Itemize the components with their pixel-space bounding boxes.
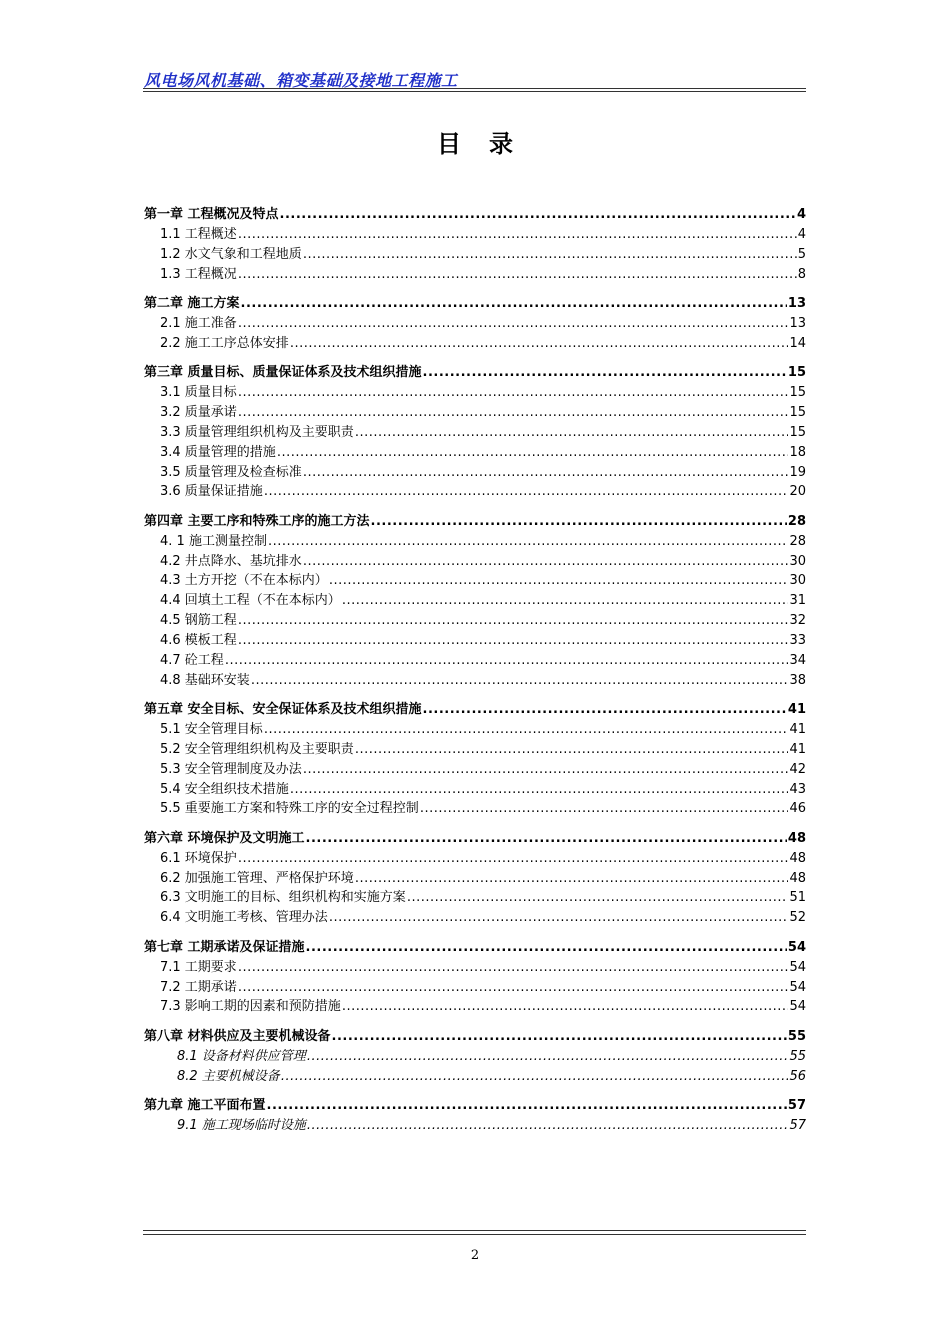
toc-entry-label: 8.2 主要机械设备 xyxy=(177,1068,280,1084)
toc-section-entry[interactable] xyxy=(144,997,806,1017)
toc-chapter-entry[interactable] xyxy=(144,1027,806,1047)
toc-section-entry[interactable] xyxy=(144,740,806,760)
toc-entry-label: 5.2 安全管理组织机构及主要职责 xyxy=(160,741,354,757)
toc-dot-leader xyxy=(303,552,789,572)
toc-entry-page: 43 xyxy=(789,781,806,797)
toc-entry-page: 8 xyxy=(797,266,806,282)
toc-section-entry[interactable] xyxy=(144,383,806,403)
toc-section-entry[interactable] xyxy=(144,571,806,591)
toc-dot-leader xyxy=(407,888,789,908)
toc-chapter-entry[interactable] xyxy=(144,205,806,225)
toc-section-entry[interactable] xyxy=(144,631,806,651)
toc-entry-label: 7.1 工期要求 xyxy=(160,959,237,975)
toc-entry-page: 52 xyxy=(789,910,806,926)
footer-rule xyxy=(143,1234,806,1235)
toc-entry-label: 3.6 质量保证措施 xyxy=(160,484,263,500)
toc-entry-page: 55 xyxy=(787,1028,806,1044)
toc-section-entry[interactable] xyxy=(144,245,806,265)
toc-gap xyxy=(144,1086,806,1096)
toc-entry-page: 51 xyxy=(789,890,806,906)
toc-dot-leader xyxy=(267,1096,787,1116)
toc-entry-page: 13 xyxy=(787,296,806,312)
toc-dot-leader xyxy=(307,1116,789,1136)
toc-section-entry[interactable] xyxy=(144,611,806,631)
toc-section-entry[interactable] xyxy=(144,423,806,443)
toc-section-entry[interactable] xyxy=(144,552,806,572)
table-of-contents xyxy=(144,205,806,1136)
toc-entry-page: 13 xyxy=(789,315,806,331)
toc-entry-label: 6.3 文明施工的目标、组织机构和实施方案 xyxy=(160,890,406,906)
toc-entry-label: 1.1 工程概述 xyxy=(160,226,237,242)
toc-dot-leader xyxy=(306,829,787,849)
toc-section-entry[interactable] xyxy=(144,720,806,740)
toc-gap xyxy=(144,928,806,938)
toc-chapter-entry[interactable] xyxy=(144,294,806,314)
toc-entry-label: 第四章 主要工序和特殊工序的施工方法 xyxy=(144,513,370,529)
toc-dot-leader xyxy=(307,1047,789,1067)
toc-entry-label: 4.3 土方开挖（不在本标内） xyxy=(160,573,328,589)
toc-entry-page: 41 xyxy=(789,741,806,757)
toc-entry-label: 2.2 施工工序总体安排 xyxy=(160,335,289,351)
toc-entry-label: 3.3 质量管理组织机构及主要职责 xyxy=(160,424,354,440)
toc-dot-leader xyxy=(238,403,789,423)
toc-entry-label: 第三章 质量目标、质量保证体系及技术组织措施 xyxy=(144,365,422,381)
toc-entry-page: 15 xyxy=(787,365,806,381)
toc-dot-leader xyxy=(241,294,787,314)
toc-dot-leader xyxy=(238,978,789,998)
toc-entry-label: 第五章 安全目标、安全保证体系及技术组织措施 xyxy=(144,702,422,718)
toc-dot-leader xyxy=(342,591,789,611)
toc-entry-label: 4. 1 施工测量控制 xyxy=(160,533,267,549)
toc-dot-leader xyxy=(303,760,789,780)
toc-dot-leader xyxy=(303,463,789,483)
toc-entry-label: 7.2 工期承诺 xyxy=(160,979,237,995)
toc-entry-page: 19 xyxy=(789,464,806,480)
toc-section-entry[interactable] xyxy=(144,1067,806,1087)
toc-dot-leader xyxy=(420,799,789,819)
toc-dot-leader xyxy=(264,720,789,740)
toc-entry-page: 15 xyxy=(789,424,806,440)
toc-entry-label: 4.7 砼工程 xyxy=(160,652,224,668)
toc-gap xyxy=(144,354,806,364)
toc-entry-label: 1.3 工程概况 xyxy=(160,266,237,282)
toc-dot-leader xyxy=(281,1067,789,1087)
toc-section-entry[interactable] xyxy=(144,760,806,780)
toc-entry-page: 54 xyxy=(789,959,806,975)
toc-entry-label: 5.4 安全组织技术措施 xyxy=(160,781,289,797)
toc-section-entry[interactable] xyxy=(144,799,806,819)
toc-entry-label: 第一章 工程概况及特点 xyxy=(144,207,279,222)
toc-section-entry[interactable] xyxy=(144,978,806,998)
toc-dot-leader xyxy=(268,532,789,552)
toc-dot-leader xyxy=(264,482,789,502)
toc-chapter-entry[interactable] xyxy=(144,938,806,958)
toc-entry-page: 34 xyxy=(789,652,806,668)
toc-entry-page: 30 xyxy=(789,573,806,589)
toc-entry-page: 38 xyxy=(789,672,806,688)
toc-gap xyxy=(144,1017,806,1027)
toc-section-entry[interactable] xyxy=(144,958,806,978)
toc-entry-label: 6.4 文明施工考核、管理办法 xyxy=(160,910,328,926)
toc-entry-page: 48 xyxy=(789,870,806,886)
toc-gap xyxy=(144,690,806,700)
toc-dot-leader xyxy=(371,512,787,532)
header-rule-thin xyxy=(143,91,806,92)
toc-section-entry[interactable] xyxy=(144,265,806,285)
toc-entry-label: 3.4 质量管理的措施 xyxy=(160,444,276,460)
toc-section-entry[interactable] xyxy=(144,869,806,889)
toc-entry-page: 28 xyxy=(787,513,806,529)
toc-dot-leader xyxy=(251,671,789,691)
toc-dot-leader xyxy=(342,997,789,1017)
toc-dot-leader xyxy=(290,334,789,354)
toc-section-entry[interactable] xyxy=(144,463,806,483)
toc-entry-label: 3.1 质量目标 xyxy=(160,385,237,401)
toc-entry-label: 6.1 环境保护 xyxy=(160,850,237,866)
toc-entry-page: 18 xyxy=(789,444,806,460)
toc-section-entry[interactable] xyxy=(144,1047,806,1067)
toc-entry-label: 7.3 影响工期的因素和预防措施 xyxy=(160,999,341,1015)
toc-title: 目录 xyxy=(437,130,541,158)
toc-entry-label: 3.2 质量承诺 xyxy=(160,404,237,420)
toc-entry-page: 14 xyxy=(789,335,806,351)
toc-dot-leader xyxy=(225,651,789,671)
toc-entry-page: 54 xyxy=(789,999,806,1015)
toc-dot-leader xyxy=(238,631,789,651)
toc-dot-leader xyxy=(423,363,787,383)
toc-entry-page: 46 xyxy=(789,801,806,817)
toc-chapter-entry[interactable] xyxy=(144,829,806,849)
toc-section-entry[interactable] xyxy=(144,225,806,245)
toc-dot-leader xyxy=(355,740,789,760)
toc-entry-label: 6.2 加强施工管理、严格保护环境 xyxy=(160,870,354,886)
toc-entry-label: 3.5 质量管理及检查标准 xyxy=(160,464,302,480)
toc-entry-page: 5 xyxy=(797,246,806,262)
toc-entry-label: 1.2 水文气象和工程地质 xyxy=(160,246,302,262)
toc-chapter-entry[interactable] xyxy=(144,700,806,720)
toc-dot-leader xyxy=(303,245,797,265)
toc-entry-page: 15 xyxy=(789,385,806,401)
toc-chapter-entry[interactable] xyxy=(144,1096,806,1116)
toc-dot-leader xyxy=(332,1027,787,1047)
toc-dot-leader xyxy=(423,700,787,720)
toc-entry-page: 20 xyxy=(789,484,806,500)
toc-section-entry[interactable] xyxy=(144,651,806,671)
toc-section-entry[interactable] xyxy=(144,314,806,334)
toc-entry-page: 57 xyxy=(789,1117,806,1133)
toc-entry-label: 第二章 施工方案 xyxy=(144,296,240,312)
toc-dot-leader xyxy=(238,265,797,285)
toc-entry-page: 41 xyxy=(787,702,806,718)
toc-entry-label: 2.1 施工准备 xyxy=(160,315,237,331)
document-header-title: 风电场风机基础、箱变基础及接地工程施工 xyxy=(144,71,458,90)
toc-entry-label: 4.8 基础环安装 xyxy=(160,672,250,688)
toc-gap xyxy=(144,819,806,829)
toc-entry-page: 55 xyxy=(789,1048,806,1064)
toc-dot-leader xyxy=(238,314,789,334)
toc-entry-page: 41 xyxy=(789,722,806,737)
toc-section-entry[interactable] xyxy=(144,334,806,354)
toc-gap xyxy=(144,502,806,512)
toc-section-entry[interactable] xyxy=(144,532,806,552)
toc-dot-leader xyxy=(238,383,789,403)
toc-entry-page: 31 xyxy=(789,593,806,609)
toc-entry-label: 5.5 重要施工方案和特殊工序的安全过程控制 xyxy=(160,801,419,817)
footer-rule-thin xyxy=(143,1230,806,1231)
toc-section-entry[interactable] xyxy=(144,443,806,463)
toc-section-entry[interactable] xyxy=(144,908,806,928)
toc-section-entry[interactable] xyxy=(144,671,806,691)
toc-section-entry[interactable] xyxy=(144,1116,806,1136)
toc-entry-page: 32 xyxy=(789,613,806,629)
toc-entry-page: 54 xyxy=(787,939,806,955)
toc-section-entry[interactable] xyxy=(144,591,806,611)
toc-dot-leader xyxy=(306,938,787,958)
toc-entry-page: 56 xyxy=(789,1068,806,1084)
toc-entry-page: 4 xyxy=(796,207,806,222)
toc-dot-leader xyxy=(355,423,789,443)
toc-chapter-entry[interactable] xyxy=(144,512,806,532)
toc-entry-label: 4.6 模板工程 xyxy=(160,632,237,648)
toc-entry-page: 4 xyxy=(797,226,806,242)
toc-entry-label: 4.2 井点降水、基坑排水 xyxy=(160,553,302,569)
toc-entry-page: 42 xyxy=(789,761,806,777)
toc-entry-page: 48 xyxy=(787,830,806,846)
toc-gap xyxy=(144,284,806,294)
toc-entry-label: 第八章 材料供应及主要机械设备 xyxy=(144,1028,331,1044)
toc-dot-leader xyxy=(280,205,796,225)
toc-dot-leader xyxy=(238,958,789,978)
toc-dot-leader xyxy=(238,611,789,631)
toc-dot-leader xyxy=(290,780,789,800)
toc-entry-label: 第六章 环境保护及文明施工 xyxy=(144,830,305,846)
toc-entry-label: 4.4 回填土工程（不在本标内） xyxy=(160,593,341,609)
header-rule xyxy=(143,88,806,89)
toc-dot-leader xyxy=(238,849,789,869)
toc-entry-page: 15 xyxy=(789,404,806,420)
toc-dot-leader xyxy=(277,443,789,463)
toc-section-entry[interactable] xyxy=(144,482,806,502)
toc-entry-label: 9.1 施工现场临时设施 xyxy=(177,1117,306,1133)
toc-chapter-entry[interactable] xyxy=(144,363,806,383)
toc-entry-label: 第九章 施工平面布置 xyxy=(144,1098,266,1114)
toc-entry-page: 48 xyxy=(789,850,806,866)
toc-entry-page: 57 xyxy=(787,1098,806,1114)
toc-dot-leader xyxy=(238,225,797,245)
toc-entry-page: 54 xyxy=(789,979,806,995)
toc-entry-label: 第七章 工期承诺及保证措施 xyxy=(144,939,305,955)
toc-dot-leader xyxy=(329,908,789,928)
toc-entry-label: 8.1 设备材料供应管理 xyxy=(177,1048,306,1064)
toc-entry-label: 4.5 钢筋工程 xyxy=(160,613,237,629)
toc-entry-page: 33 xyxy=(789,632,806,648)
page-number: 2 xyxy=(470,1248,480,1263)
toc-section-entry[interactable] xyxy=(144,403,806,423)
toc-dot-leader xyxy=(329,571,789,591)
toc-section-entry[interactable] xyxy=(144,888,806,908)
toc-entry-label: 5.1 安全管理目标 xyxy=(160,722,263,737)
toc-entry-page: 28 xyxy=(789,533,806,549)
toc-entry-label: 5.3 安全管理制度及办法 xyxy=(160,761,302,777)
toc-entry-page: 30 xyxy=(789,553,806,569)
toc-section-entry[interactable] xyxy=(144,849,806,869)
toc-section-entry[interactable] xyxy=(144,780,806,800)
toc-dot-leader xyxy=(355,869,789,889)
